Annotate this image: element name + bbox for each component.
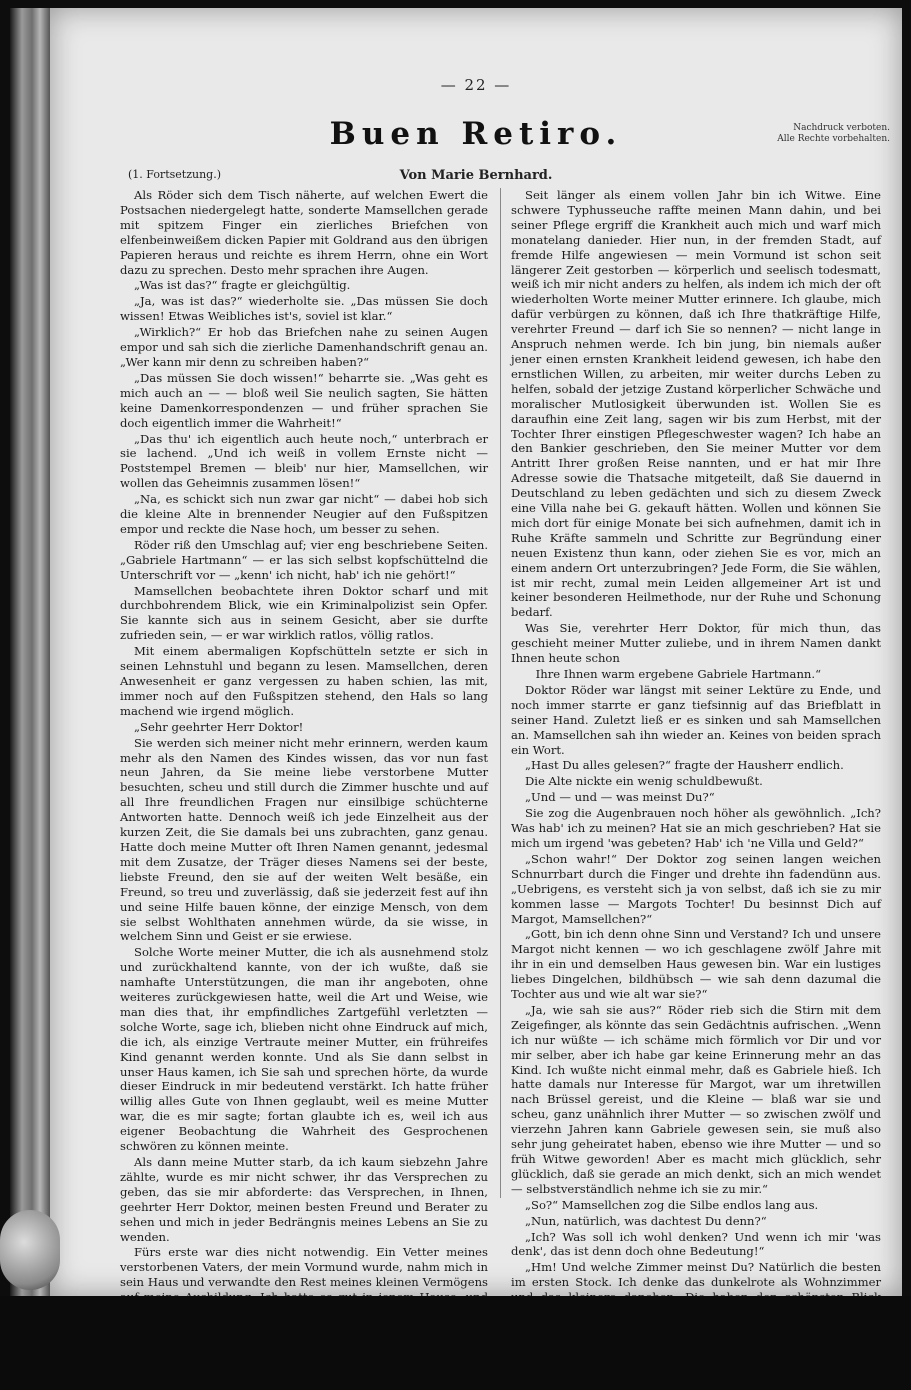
letter-signature: Ihre Ihnen warm ergebene Gabriele Hartmann.“ bbox=[535, 667, 821, 681]
book-page bbox=[50, 8, 902, 1296]
paragraph: „So?“ Mamsellchen zog die Silbe endlos lang aus. bbox=[525, 1197, 819, 1212]
paragraph: „Das thu' ich eigentlich auch heute noch,“ unterbrach er sie lachend. „Und ich weiß in vollem Ernste nicht — Poststempel Bremen — bleib' nur hier, Mamsellchen, wir wollen das Geheimnis zusammen lösen!“ bbox=[120, 431, 488, 491]
copyright-notice bbox=[777, 123, 890, 145]
paragraph: „Nun, natürlich, was dachtest Du denn?“ bbox=[525, 1213, 767, 1228]
paragraph: „Was ist das?“ fragte er gleichgültig. bbox=[134, 278, 351, 293]
paragraph: „Ja, wie sah sie aus?“ Röder rieb sich die Stirn mit dem Zeigefinger, als könnte das sein Gedächtnis aufrischen. „Wenn ich nur wüßte — ich schäme mich förmlich vor Dir und vor mir selber, aber ich habe gar keine Erinnerung mehr an das Kind. Ich wußte nicht einmal mehr, daß es Gabriele hieß. Ich hatte damals nur Interesse für Margot, war um ihretwillen nach Brüssel gereist, und die Kleine — blaß war sie und scheu, ganz unähnlich ihrer Mutter — so zwischen zwölf und vierzehn Jahren kann Gabriele gewesen sein, sie muß also sehr jung geheiratet haben, ebenso wie ihre Mutter — und so früh Witwe geworden! Aber es macht mich glücklich, sehr glücklich, daß sie gerade an mich denkt, sich an mich wendet — selbstverständlich nehme ich sie zu mir.“ bbox=[511, 1002, 881, 1196]
paragraph: Mit einem abermaligen Kopfschütteln setzte er sich in seinen Lehnstuhl und begann zu lesen. Mamsellchen, deren Anwesenheit er ganz vergessen zu haben schien, las mit, immer noch auf den Fußspitzen stehend, den Hals so lang machend wie irgend möglich. bbox=[120, 644, 488, 718]
paragraph: „Schon wahr!“ Der Doktor zog seinen langen weichen Schnurrbart durch die Finger und drehte ihn fadendünn aus. „Uebrigens, es versteht sich ja von selbst, daß ich sie zu mir kommen lasse — Margots Tochter! Du besinnst Dich auf Margot, Mamsellchen?“ bbox=[511, 851, 881, 926]
paragraph: Als Röder sich dem Tisch näherte, auf welchen Ewert die Postsachen niedergelegt hatte, sonderte Mamsellchen gerade mit spitzem Finger ein zierliches Briefchen von elfenbeinweißem dicken Papier mit Goldrand aus den übrigen Papieren heraus und reichte es ihrem Herrn, ohne ein Wort dazu zu sprechen. Desto mehr sprachen ihre Augen. bbox=[120, 188, 488, 277]
paragraph: Sie zog die Augenbrauen noch höher als gewöhnlich. „Ich? Was hab' ich zu meinen? Hat sie an mich geschrieben? Hat sie mich um irgend 'was gebeten? Hab' ich 'ne Villa und Geld?“ bbox=[511, 806, 881, 850]
left-column bbox=[120, 188, 488, 1290]
paragraph: „Hm! Und welche Zimmer meinst Du? Natürlich die besten im ersten Stock. Ich denke das dunkelrote als Wohnzimmer bbox=[511, 1260, 881, 1290]
paragraph: „Und — und — was meinst Du?“ bbox=[525, 790, 715, 805]
paragraph: „Das müssen Sie doch wissen!“ beharrte sie. „Was geht es mich auch an — — bloß weil Sie neulich sagten, Sie hätten keine Damenkorrespondenzen — und früher sprachen Sie doch eigentlich immer die Wahrheit!“ bbox=[120, 370, 488, 430]
paragraph: Fürs erste war dies nicht notwendig. Ein Vetter meines verstorbenen Vaters, der mein Vormund wurde, nahm mich in sein Haus und verwandte den Rest meines kleinen Vermögens bbox=[120, 1245, 488, 1290]
page-number: — 22 — bbox=[440, 76, 512, 94]
author-byline: Von Marie Bernhard. bbox=[399, 168, 553, 183]
paragraph: „Na, es schickt sich nun zwar gar nicht“ — dabei hob sich die kleine Alte in brennender Neugier auf den Fußspitzen empor und reckte die Nase hoch, um besser zu sehen. bbox=[120, 492, 488, 536]
paragraph: Die Alte nickte ein wenig schuldbewußt. bbox=[525, 774, 763, 789]
notice-line: Nachdruck verboten. bbox=[793, 123, 890, 133]
paragraph: Als dann meine Mutter starb, da ich kaum siebzehn Jahre zählte, wurde es mir nicht schwer, ihr das Versprechen zu geben, das sie mir abforderte: das Versprechen, in Ihnen, geehrter Herr Doktor, meinen besten Freund und Berater zu sehen und mich in jeder Bedrängnis meines Lebens an Sie zu wenden. bbox=[120, 1155, 488, 1244]
notice-line: Alle Rechte vorbehalten. bbox=[777, 134, 890, 144]
book-edge bbox=[10, 8, 50, 1298]
letter-salutation: „Sehr geehrter Herr Doktor! bbox=[134, 719, 304, 734]
paragraph: Mamsellchen beobachtete ihren Doktor scharf und mit durchbohrendem Blick, wie ein Kriminalpolizist sein Opfer. Sie kannte sich aus in seinem Gesicht, aber sie durfte zufrieden sein, — er war wirklich ratlos, völlig ratlos. bbox=[120, 583, 488, 643]
paragraph: Was Sie, verehrter Herr Doktor, für mich thun, das geschieht meiner Mutter zuliebe, und in ihrem Namen dankt Ihnen heute schon bbox=[511, 621, 881, 666]
paragraph: „Wirklich?“ Er hob das Briefchen nahe zu seinen Augen empor und sah sich die zierliche Damenhandschrift genau an. „Wer kann mir denn zu schreiben haben?“ bbox=[120, 325, 488, 369]
continuation-label: (1. Fortsetzung.) bbox=[128, 168, 221, 181]
thumb-shadow bbox=[0, 1210, 60, 1290]
paragraph: Sie werden sich meiner nicht mehr erinnern, werden kaum mehr als den Namen des Kindes wissen, das vor nun fast neun Jahren, da Sie meine liebe verstorbene Mutter besuchten, scheu und still durch die Zimmer huschte und auf all Ihre freundlichen Fragen nur einsilbige schüchterne Antworten hatte. Dennoch weiß ich jede Einzelheit aus der kurzen Zeit, die Sie damals bei uns zubrachten, ganz genau. Hatte doch meine Mutter oft Ihren Namen genannt, jedesmal mit dem Zusatze, der Träger dieses Namens sei der beste, liebste Freund, den sie auf der weiten Welt besäße, ein Freund, so treu und zuverlässig, daß sie jederzeit fest auf ihn und seine Hilfe bauen könne, der einzige Mensch, von dem sie selbst Wohlthaten annehmen würde, da sie wisse, in welchem Sinn und Geist er sie erwiese. bbox=[120, 735, 488, 944]
paragraph: Seit länger als einem vollen Jahr bin ich Witwe. Eine schwere Typhusseuche raffte meinen Mann dahin, und bei seiner Pflege ergriff die Krankheit auch mich und warf mich monatelang danieder. Hier nun, in der fremden Stadt, auf fremde Hilfe angewiesen — mein Vormund ist schon seit längerer Zeit gestorben — körperlich und seelisch todesmatt, weiß ich mir nicht anders zu helfen, als indem ich mich der oft wiederholten Worte meiner Mutter erinnere. Ich glaube, mich dafür verbürgen zu können, daß ich Ihre thatkräftige Hilfe, verehrter Freund — darf ich Sie so nennen? — nicht lange in Anspruch nehmen werde. Ich bin jung, bin niemals außer jener einen ernsten Krankheit leidend gewesen, ich habe den ernstlichen Willen, zu arbeiten, mir weiter durchs Leben zu helfen, sobald der jetzige Zustand körperlicher Schwäche und moralischer Mutlosigkeit überwunden ist. Wollen Sie es daraufhin eine Zeit lang, sagen wir bis zum Herbst, mit der Tochter Ihrer einstigen Pflegeschwester wagen? Ich habe an den Bankier geschrieben, den Sie meiner Mutter vor dem Antritt Ihrer großen Reise nannten, und er hat mir Ihre Adresse sowie die Thatsache mitgeteilt, daß Sie dauernd in Deutschland zu leben gedächten und sich zu diesem Zweck eine Villa nahe bei G. gekauft hätten. Wollen und können Sie mich dort für einige Monate bei sich aufnehmen, damit ich in Ruhe Kräfte sammeln und Schritte zur Begründung einer neuen Existenz thun kann, oder ziehen Sie es vor, mich an einem andern Ort unterzubringen? Jede Form, die Sie wählen, ist mir recht, zumal mein Leiden allgemeiner Art ist und keiner besonderen Heilmethode, nur der Ruhe und Schonung bedarf. bbox=[511, 188, 881, 620]
paragraph: „Ja, was ist das?“ wiederholte sie. „Das müssen Sie doch wissen! Etwas Weibliches ist's, soviel ist klar.“ bbox=[120, 294, 488, 324]
paragraph: „Gott, bin ich denn ohne Sinn und Verstand? Ich und unsere Margot nicht kennen — wo ich geschlagene zwölf Jahre mit ihr in ein und demselben Haus gewesen bin. War ein lustiges liebes Dingelchen, bildhübsch — wie sah denn dazumal die Tochter aus und wie alt war sie?“ bbox=[511, 927, 881, 1002]
article-title: Buen Retiro. bbox=[329, 116, 623, 152]
paragraph: Röder riß den Umschlag auf; vier eng beschriebene Seiten. „Gabriele Hartmann“ — er las sich selbst kopfschüttelnd die Unterschrift vor — „kenn' ich nicht, hab' ich nie gehört!“ bbox=[120, 537, 488, 582]
paragraph: „Hast Du alles gelesen?“ fragte der Hausherr endlich. bbox=[525, 758, 844, 773]
dark-background bbox=[0, 1296, 911, 1390]
paragraph: Solche Worte meiner Mutter, die ich als ausnehmend stolz und zurückhaltend kannte, von der ich wußte, daß sie namhafte Unterstützungen, die man ihr angeboten, ohne weiteres zurückgewiesen hatte, weil die Art und Weise, wie man dies that, ihr empfindliches Zartgefühl verletzten — solche Worte, sage ich, blieben nicht ohne Eindruck auf mich, die ich, als einzige Vertraute meiner Mutter, ein frühreifes Kind genannt werden konnte. Und als Sie dann selbst in unser Haus kamen, ich Sie sah und sprechen hörte, da wurde dieser Eindruck in mir bedeutend verstärkt. Ich hatte früher willig alles Gute von Ihnen geglaubt, weil es meine Mutter war, die es mir sagte; fortan glaubte ich es, weil ich aus eigener Beobachtung die Wahrheit des Gesprochenen schwören zu können meinte. bbox=[120, 945, 488, 1154]
paragraph: Doktor Röder war längst mit seiner Lektüre zu Ende, und noch immer starrte er ganz tiefsinnig auf das Briefblatt in seiner Hand. Zuletzt ließ er es sinken und sah Mamsellchen an. Mamsellchen sah ihn wieder an. Keines von beiden sprach ein Wort. bbox=[511, 682, 881, 757]
paragraph: „Ich? Was soll ich wohl denken? Und wenn ich mir 'was denk', das ist denn doch ohne Bedeutung!“ bbox=[511, 1229, 881, 1259]
right-column bbox=[511, 188, 881, 1290]
column-divider bbox=[500, 188, 501, 1198]
